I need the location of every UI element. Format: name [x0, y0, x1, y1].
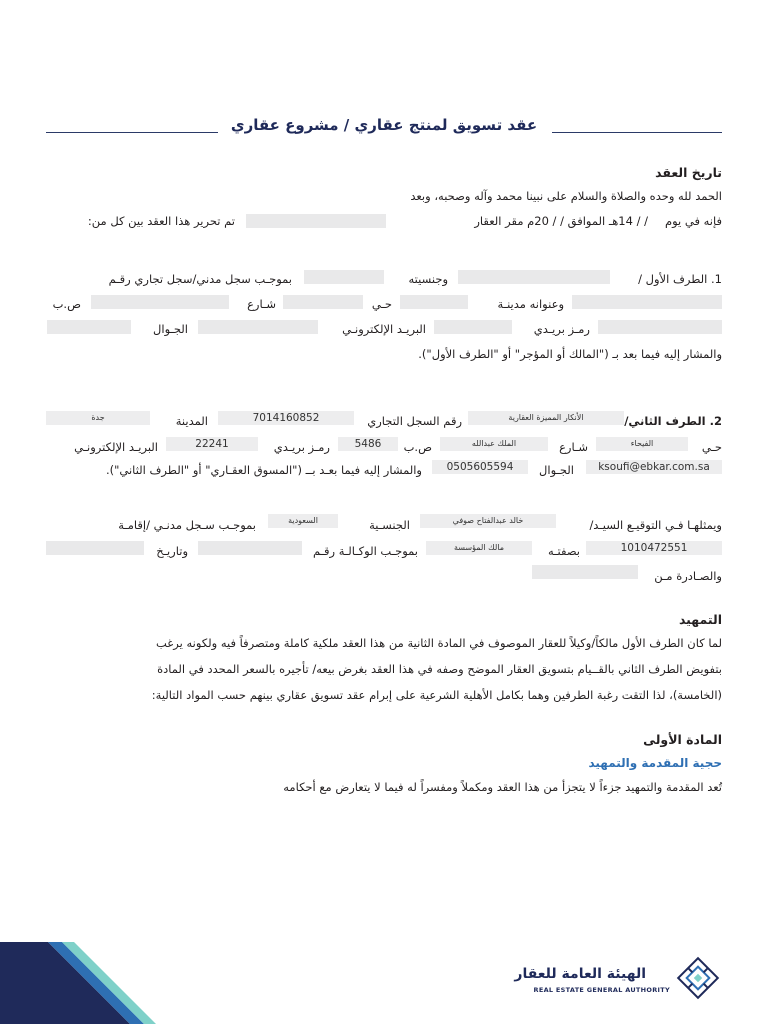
- party2-reference: والمشار إليه فيما بعـد بــ ("المسوق العقـاري" أو "الطرف الثاني").: [105, 463, 422, 477]
- party2-pobox-label: ص.ب: [403, 440, 432, 454]
- rep-date-field[interactable]: [46, 541, 144, 555]
- rep-nationality-field[interactable]: السعودية: [268, 514, 338, 528]
- party1-pobox-label: ص.ب: [52, 297, 81, 311]
- party2-cr-field[interactable]: 7014160852: [218, 411, 354, 425]
- party1-name-field[interactable]: [458, 270, 610, 284]
- date-line-separators: / / 14هـ الموافق / / 20م مقر العقار: [474, 214, 648, 228]
- rep-name-field[interactable]: خالد عبدالفتاح صوفي: [420, 514, 556, 528]
- article1-subheading: حجية المقدمة والتمهيد: [588, 756, 722, 770]
- party2-mobile-label: الجـوال: [539, 463, 574, 477]
- party1-mobile-label: الجـوال: [153, 322, 188, 336]
- article1-text: تُعد المقدمة والتمهيد جزءاً لا يتجزأ من هذا العقد ومكملاً ومفسراً له فيما لا يتعارض مع أحكامه: [283, 780, 722, 794]
- party2-name-field[interactable]: الأنكار المميزة العقارية: [468, 411, 624, 425]
- party2-street-field[interactable]: الملك عبدالله: [440, 437, 548, 451]
- preamble-heading: التمهيد: [678, 612, 722, 627]
- rep-role-label: بصفتـه: [548, 544, 580, 558]
- date-heading: تاريخ العقد: [655, 165, 722, 180]
- rep-id-field[interactable]: 1010472551: [586, 541, 722, 555]
- party1-email-field[interactable]: [198, 320, 318, 334]
- party2-pobox-field[interactable]: 5486: [338, 437, 398, 451]
- party1-email-label: البريـد الإلكترونـي: [342, 322, 426, 336]
- party2-cr-label: رقم السجل التجاري: [367, 414, 462, 428]
- party2-district-label: حـي: [701, 440, 722, 454]
- party1-street-label: شـارع: [247, 297, 276, 311]
- party2-district-field[interactable]: الفيحاء: [596, 437, 688, 451]
- article1-heading: المادة الأولى: [643, 732, 722, 747]
- rep-label: ويمثلهـا فـي التوقيـع السيـد/: [589, 518, 722, 532]
- party2-city-field[interactable]: جدة: [46, 411, 150, 425]
- rep-date-label: وتاريـخ: [156, 544, 188, 558]
- rep-id-label: بموجـب سـجل مدنـي /إقامـة: [118, 518, 256, 532]
- document-title: عقد تسويق لمنتج عقاري / مشروع عقاري: [230, 116, 538, 134]
- date-intro-line: الحمد لله وحده والصلاة والسلام على نبينا محمد وآله وصحبه، وبعد: [410, 189, 722, 203]
- party1-mobile-field[interactable]: [47, 320, 131, 334]
- party1-id-field[interactable]: [572, 295, 722, 309]
- preamble-line-2: بتفويض الطرف الثاني بالقــيام بتسويق العقار الموضح وصفه في هذا العقد بغرض بيعه/ تأجيره بالسعر المحدد في المادة: [157, 662, 722, 676]
- party2-email-field[interactable]: ksoufi@ebkar.com.sa: [586, 460, 722, 474]
- rep-poa-field[interactable]: [198, 541, 302, 555]
- party2-zip-field[interactable]: 22241: [166, 437, 258, 451]
- party1-district-field[interactable]: [283, 295, 363, 309]
- date-line-day: فإنه في يوم: [664, 214, 722, 228]
- party1-city-field[interactable]: [400, 295, 468, 309]
- rep-issued-field[interactable]: [532, 565, 638, 579]
- party1-district-label: حـي: [371, 297, 392, 311]
- party1-pobox-field[interactable]: [598, 320, 722, 334]
- party2-label: 2. الطرف الثاني/: [624, 414, 722, 428]
- party2-mobile-field[interactable]: 0505605594: [432, 460, 528, 474]
- party1-reference: والمشار إليه فيما بعد بـ ("المالك أو المؤجر" أو "الطرف الأول").: [418, 347, 722, 361]
- party1-label: 1. الطرف الأول /: [638, 272, 722, 286]
- property-location-field[interactable]: [246, 214, 386, 228]
- authority-logo-icon: [676, 956, 720, 1000]
- date-line-end: تم تحرير هذا العقد بين كل من:: [87, 214, 235, 228]
- rep-poa-label: بموجـب الوكـالـة رقـم: [313, 544, 418, 558]
- party1-city-label: وعنوانه مدينـة: [497, 297, 564, 311]
- party1-nationality-field[interactable]: [304, 270, 384, 284]
- party1-id-label: بموجـب سجل مدني/سجل تجاري رقـم: [108, 272, 292, 286]
- authority-name-en: REAL ESTATE GENERAL AUTHORITY: [533, 986, 670, 994]
- rep-issued-label: والصـادرة مـن: [654, 569, 722, 583]
- party2-city-label: المدينة: [175, 414, 208, 428]
- party1-nationality-label: وجنسيته: [408, 272, 448, 286]
- rep-nationality-label: الجنسـية: [369, 518, 410, 532]
- preamble-line-3: (الخامسة)، لذا التقت رغبة الطرفين وهما بكامل الأهلية الشرعية على إبرام عقد تسويق عقاري بينهم حسب المواد التالية:: [151, 688, 722, 702]
- party2-street-label: شـارع: [559, 440, 588, 454]
- party2-zip-label: رمـز بريـدي: [273, 440, 330, 454]
- party1-street-field[interactable]: [91, 295, 229, 309]
- authority-name-ar: الهيئة العامة للعقار: [514, 966, 646, 982]
- preamble-line-1: لما كان الطرف الأول مالكاً/وكيلاً للعقار الموصوف في المادة الثانية من هذا العقد ملكية كاملة ومتصرفاً فيه ولكونه يرغب: [155, 636, 722, 650]
- footer-band: [0, 934, 768, 1024]
- rep-role-field[interactable]: مالك المؤسسة: [426, 541, 532, 555]
- party2-email-label: البريـد الإلكترونـي: [74, 440, 158, 454]
- party1-zip-label: رمـز بريـدي: [533, 322, 590, 336]
- title-block: [46, 112, 722, 142]
- party1-zip-field[interactable]: [434, 320, 512, 334]
